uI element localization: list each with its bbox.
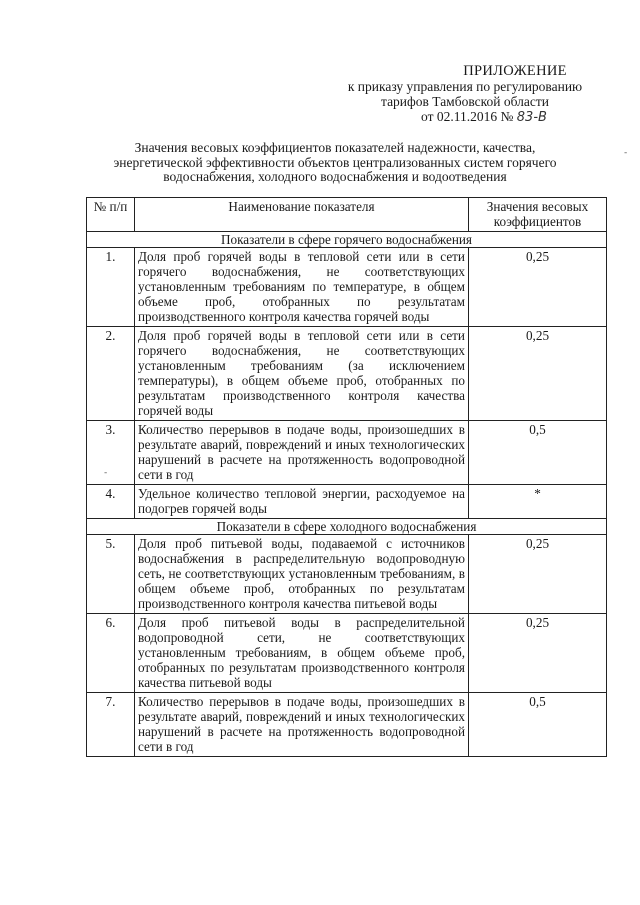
section-row-hot-water: [87, 232, 607, 248]
table-row: [87, 421, 607, 485]
handwritten-order-number: 83-В: [516, 110, 547, 125]
row-value: *: [469, 485, 607, 519]
header-value: Значения весовых коэффициентов: [469, 198, 607, 232]
table-row: [87, 614, 607, 693]
heading-line-3: водоснабжения, холодного водоснабжения и водоотведения: [163, 169, 507, 184]
section-hot-water: Показатели в сфере горячего водоснабжения: [87, 232, 607, 248]
section-cold-water: Показатели в сфере холодного водоснабжения: [87, 519, 607, 535]
appendix-line-2: тарифов Тамбовской области: [381, 94, 549, 109]
row-name: Доля проб горячей воды в тепловой сети или в сети горячего водоснабжения, не соответствующих установленным требованиям по температуре, в общем объеме проб, отобранных по результатам производственного контроля качества горячей воды: [135, 248, 469, 327]
table-row: [87, 327, 607, 421]
table-row: [87, 693, 607, 757]
header-name: Наименование показателя: [135, 198, 469, 232]
row-num: 5.: [87, 535, 135, 614]
appendix-date-line: [320, 109, 610, 125]
table-header-row: [87, 198, 607, 232]
table-row: [87, 248, 607, 327]
table-row: [87, 485, 607, 519]
appendix-title: ПРИЛОЖЕНИЕ: [463, 63, 567, 79]
scan-mark: -: [624, 148, 628, 158]
row-name: Доля проб питьевой воды в распределительной водопроводной сети, не соответствующих установленным требованиям, в общем объеме проб, отобранных по результатам производственного контроля качества питьевой воды: [135, 614, 469, 693]
appendix-date: от 02.11.2016 №: [421, 109, 514, 124]
row-num: 1.: [87, 248, 135, 327]
appendix-line-1: к приказу управления по регулированию: [347, 79, 583, 94]
row-name: Удельное количество тепловой энергии, расходуемое на подогрев горячей воды: [135, 485, 469, 519]
row-num: 3.: [87, 421, 135, 485]
row-value: 0,25: [469, 248, 607, 327]
row-name: Доля проб питьевой воды, подаваемой с источников водоснабжения в распределительную водопроводную сеть, не соответствующих установленным требованиям, в общем объеме проб, отобранных по результатам производственного контроля качества питьевой воды: [135, 535, 469, 614]
coefficients-table: [86, 197, 607, 757]
row-num: 4.: [87, 485, 135, 519]
row-value: 0,5: [469, 421, 607, 485]
row-num: 7.: [87, 693, 135, 757]
row-value: 0,25: [469, 614, 607, 693]
row-value: 0,5: [469, 693, 607, 757]
heading-line-2: энергетической эффективности объектов централизованных систем горячего: [113, 154, 557, 170]
row-name: Доля проб горячей воды в тепловой сети или в сети горячего водоснабжения, не соответствующих установленным требованиям (за исключением температуры), в общем объеме проб, отобранных по результатам производственного контроля качества горячей воды: [135, 327, 469, 421]
heading-line-1: Значения весовых коэффициентов показателей надежности, качества,: [134, 140, 536, 155]
row-num: 2.: [87, 327, 135, 421]
row-name: Количество перерывов в подаче воды, произошедших в результате аварий, повреждений и иных технологических нарушений в расчете на протяженность водопроводной сети в год: [135, 693, 469, 757]
row-value: 0,25: [469, 327, 607, 421]
table-row: [87, 535, 607, 614]
row-name: Количество перерывов в подаче воды, произошедших в результате аварий, повреждений и иных технологических нарушений в расчете на протяженность водопроводной сети в год: [135, 421, 469, 485]
row-value: 0,25: [469, 535, 607, 614]
scan-mark: -: [104, 468, 108, 478]
document-heading: [60, 141, 610, 185]
header-num: № п/п: [87, 198, 135, 232]
section-row-cold-water: [87, 519, 607, 535]
appendix-block: [320, 64, 610, 125]
row-num: 6.: [87, 614, 135, 693]
